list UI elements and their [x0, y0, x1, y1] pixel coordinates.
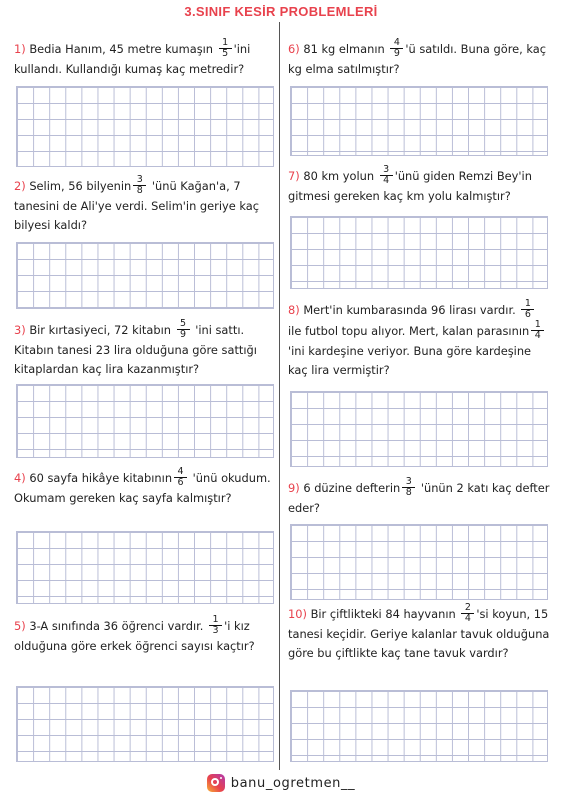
instagram-icon	[207, 774, 225, 792]
answer-grid	[290, 216, 548, 289]
problem-text: 5) 3-A sınıfında 36 öğrenci vardır. $\frac{1}{3}$ 'i kız olduğuna göre erkek öğrenci sayısı kaçtır?	[14, 614, 255, 653]
problem-number: 4)	[14, 471, 26, 485]
fraction: $\frac{4}{6}$	[174, 467, 187, 488]
problem-10	[288, 604, 550, 663]
fraction: $\frac{1}{6}$	[521, 299, 534, 320]
fraction: $\frac{1}{5}$	[219, 38, 232, 59]
fraction: $\frac{5}{9}$	[177, 319, 190, 340]
problem-number: 1)	[14, 42, 26, 56]
footer-handle: banu_ogretmen__	[230, 775, 356, 791]
problem-6	[288, 39, 550, 79]
fraction: $\frac{1}{4}$	[531, 320, 544, 341]
problem-number: 5)	[14, 619, 26, 633]
fraction: $\frac{2}{4}$	[461, 603, 474, 624]
fraction: $\frac{1}{3}$	[209, 615, 222, 636]
answer-grid	[16, 384, 274, 458]
problem-1	[14, 39, 276, 79]
problem-text: 6) 81 kg elmanın $\frac{4}{9}$ 'ü satıldı. Buna göre, kaç kg elma satılmıştır?	[288, 37, 547, 76]
answer-grid	[16, 531, 274, 604]
problem-4	[14, 468, 276, 508]
column-divider	[279, 22, 280, 770]
fraction: $\frac{3}{8}$	[402, 477, 415, 498]
problem-text: 9) 6 düzine defterin $\frac{3}{8}$ 'ünün 2 katı kaç defter eder?	[288, 476, 550, 515]
problem-number: 10)	[288, 607, 307, 621]
problem-7	[288, 166, 550, 206]
problem-text: 3) Bir kırtasiyeci, 72 kitabın $\frac{5}{9}$ 'ini sattı. Kitabın tanesi 23 lira olduğuna göre sattığı kitaplardan kaç lira kazanmıştır?	[14, 318, 257, 376]
answer-grid	[16, 86, 274, 167]
problem-9	[288, 478, 550, 518]
problem-3	[14, 320, 276, 379]
problem-number: 2)	[14, 179, 26, 193]
answer-grid	[290, 86, 548, 156]
answer-grid	[290, 391, 548, 467]
problem-number: 6)	[288, 42, 300, 56]
problem-number: 7)	[288, 169, 300, 183]
problem-number: 9)	[288, 481, 300, 495]
problem-text: 1) Bedia Hanım, 45 metre kumaşın $\frac{1}{5}$ 'ini kullandı. Kullandığı kumaş kaç metredir?	[14, 37, 251, 76]
page-title: 3.SINIF KESİR PROBLEMLERİ	[184, 4, 378, 19]
problem-text: 4) 60 sayfa hikâye kitabının $\frac{4}{6}$ 'ünü okudum. Okumam gereken kaç sayfa kalmıştır?	[14, 466, 271, 505]
answer-grid	[290, 690, 548, 762]
fraction: $\frac{4}{9}$	[390, 38, 403, 59]
problem-text: 7) 80 km yolun $\frac{3}{4}$ 'ünü giden Remzi Bey'in gitmesi gereken kaç km yolu kalmıştır?	[288, 164, 532, 203]
answer-grid	[16, 686, 274, 762]
fraction: $\frac{3}{4}$	[380, 165, 393, 186]
problem-text: 2) Selim, 56 bilyenin $\frac{3}{8}$ 'ünü Kağan'a, 7 tanesini de Ali'ye verdi. Selim'in geriye kaç bilyesi kaldı?	[14, 174, 260, 232]
problem-5	[14, 616, 276, 656]
fraction: $\frac{3}{8}$	[133, 175, 146, 196]
problem-number: 3)	[14, 323, 26, 337]
footer	[0, 774, 562, 792]
answer-grid	[290, 524, 548, 600]
problem-number: 8)	[288, 303, 300, 317]
problem-text: 10) Bir çiftlikteki 84 hayvanın $\frac{2}{4}$ 'si koyun, 15 tanesi keçidir. Geriye kalanlar tavuk olduğuna göre bu çiftlikte kaç tane tavuk vardır?	[288, 602, 550, 660]
answer-grid	[16, 242, 274, 309]
problem-8	[288, 300, 550, 380]
problem-2	[14, 176, 276, 235]
problem-text: 8) Mert'in kumbarasında 96 lirası vardır. $\frac{1}{6}$ ile futbol topu alıyor. Mert, kalan parasının $\frac{1}{4}$ 'ini kardeşine veriyor. Buna göre kardeşine kaç lira vermiştir?	[288, 300, 550, 380]
